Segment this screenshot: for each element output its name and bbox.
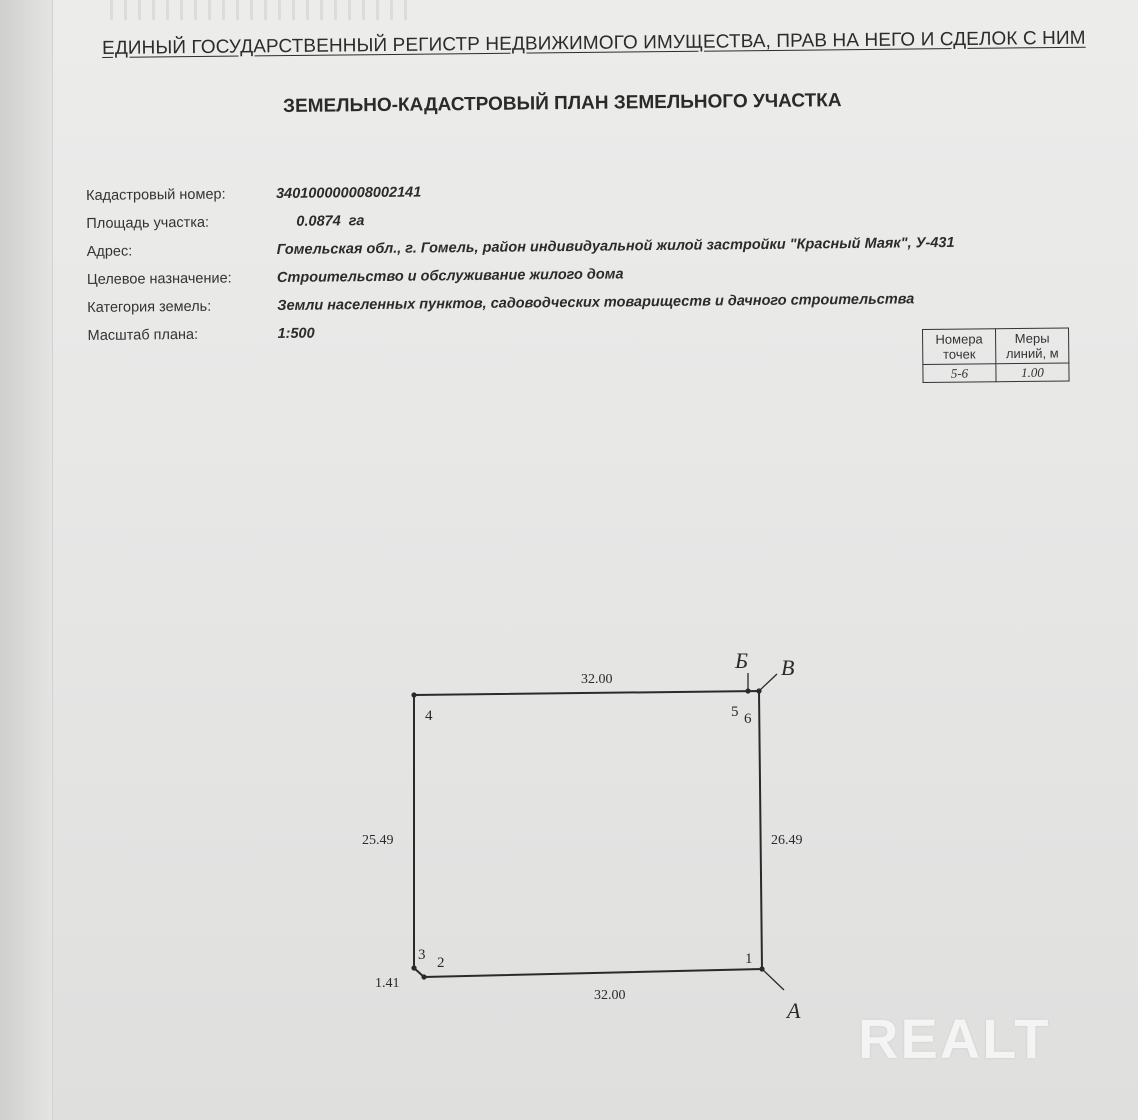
point-label-1: 1 — [745, 951, 753, 967]
neighbor-leader-a — [762, 969, 784, 990]
point-label-3: 3 — [418, 947, 426, 963]
boundary-point-1 — [759, 966, 764, 971]
point-label-4: 4 — [425, 708, 433, 724]
field-value: 0.0874 га — [296, 213, 365, 230]
neighbor-leader-v — [759, 674, 777, 691]
legend-points: 5-6 — [923, 364, 996, 383]
point-label-2: 2 — [437, 955, 445, 971]
field-value: Гомельская обл., г. Гомель, район индивидуальной жилой застройки "Красный Маяк", У-431 — [276, 234, 955, 259]
neighbor-label-v: В — [781, 655, 795, 680]
field-value: Строительство и обслуживание жилого дома — [276, 266, 624, 287]
length-top: 32.00 — [581, 672, 613, 687]
neighbor-label-b: Б — [735, 648, 748, 673]
legend-length: 1.00 — [996, 363, 1069, 382]
point-label-5: 5 — [731, 704, 739, 720]
field-value: 340100000008002141 — [275, 184, 422, 203]
field-label: Кадастровый номер: — [86, 186, 226, 204]
boundary-point-5 — [745, 688, 750, 693]
field-value: 1:500 — [277, 325, 315, 343]
field-label: Целевое назначение: — [86, 270, 232, 288]
boundary-point-2 — [421, 974, 426, 979]
field-label: Категория земель: — [87, 298, 212, 316]
parcel-boundary — [414, 691, 762, 977]
realt-watermark: REALT — [858, 1007, 1051, 1070]
neighbor-label-a: А — [787, 998, 801, 1023]
field-label: Адрес: — [86, 243, 133, 260]
length-corner: 1.41 — [375, 976, 400, 991]
boundary-point-6 — [756, 688, 761, 693]
boundary-point-3 — [411, 965, 416, 970]
point-label-6: 6 — [744, 711, 752, 727]
registry-header: ЕДИНЫЙ ГОСУДАРСТВЕННЫЙ РЕГИСТР НЕДВИЖИМОГО ИМУЩЕСТВА, ПРАВ НА НЕГО И СДЕЛОК С НИМ — [102, 27, 1086, 59]
boundary-point-4 — [411, 692, 416, 697]
length-bottom: 32.00 — [594, 988, 626, 1003]
field-value: Земли населенных пунктов, садоводческих товариществ и дачного строительства — [277, 291, 915, 315]
legend-header-length: Меры линий, м — [996, 328, 1069, 364]
field-label: Площадь участка: — [86, 214, 210, 232]
length-left: 25.49 — [362, 833, 394, 848]
length-right: 26.49 — [771, 833, 803, 848]
legend-header-points: Номера точек — [923, 329, 996, 365]
field-label: Масштаб плана: — [87, 326, 199, 344]
document-title: ЗЕМЕЛЬНО-КАДАСТРОВЫЙ ПЛАН ЗЕМЕЛЬНОГО УЧАСТКА — [283, 90, 842, 117]
